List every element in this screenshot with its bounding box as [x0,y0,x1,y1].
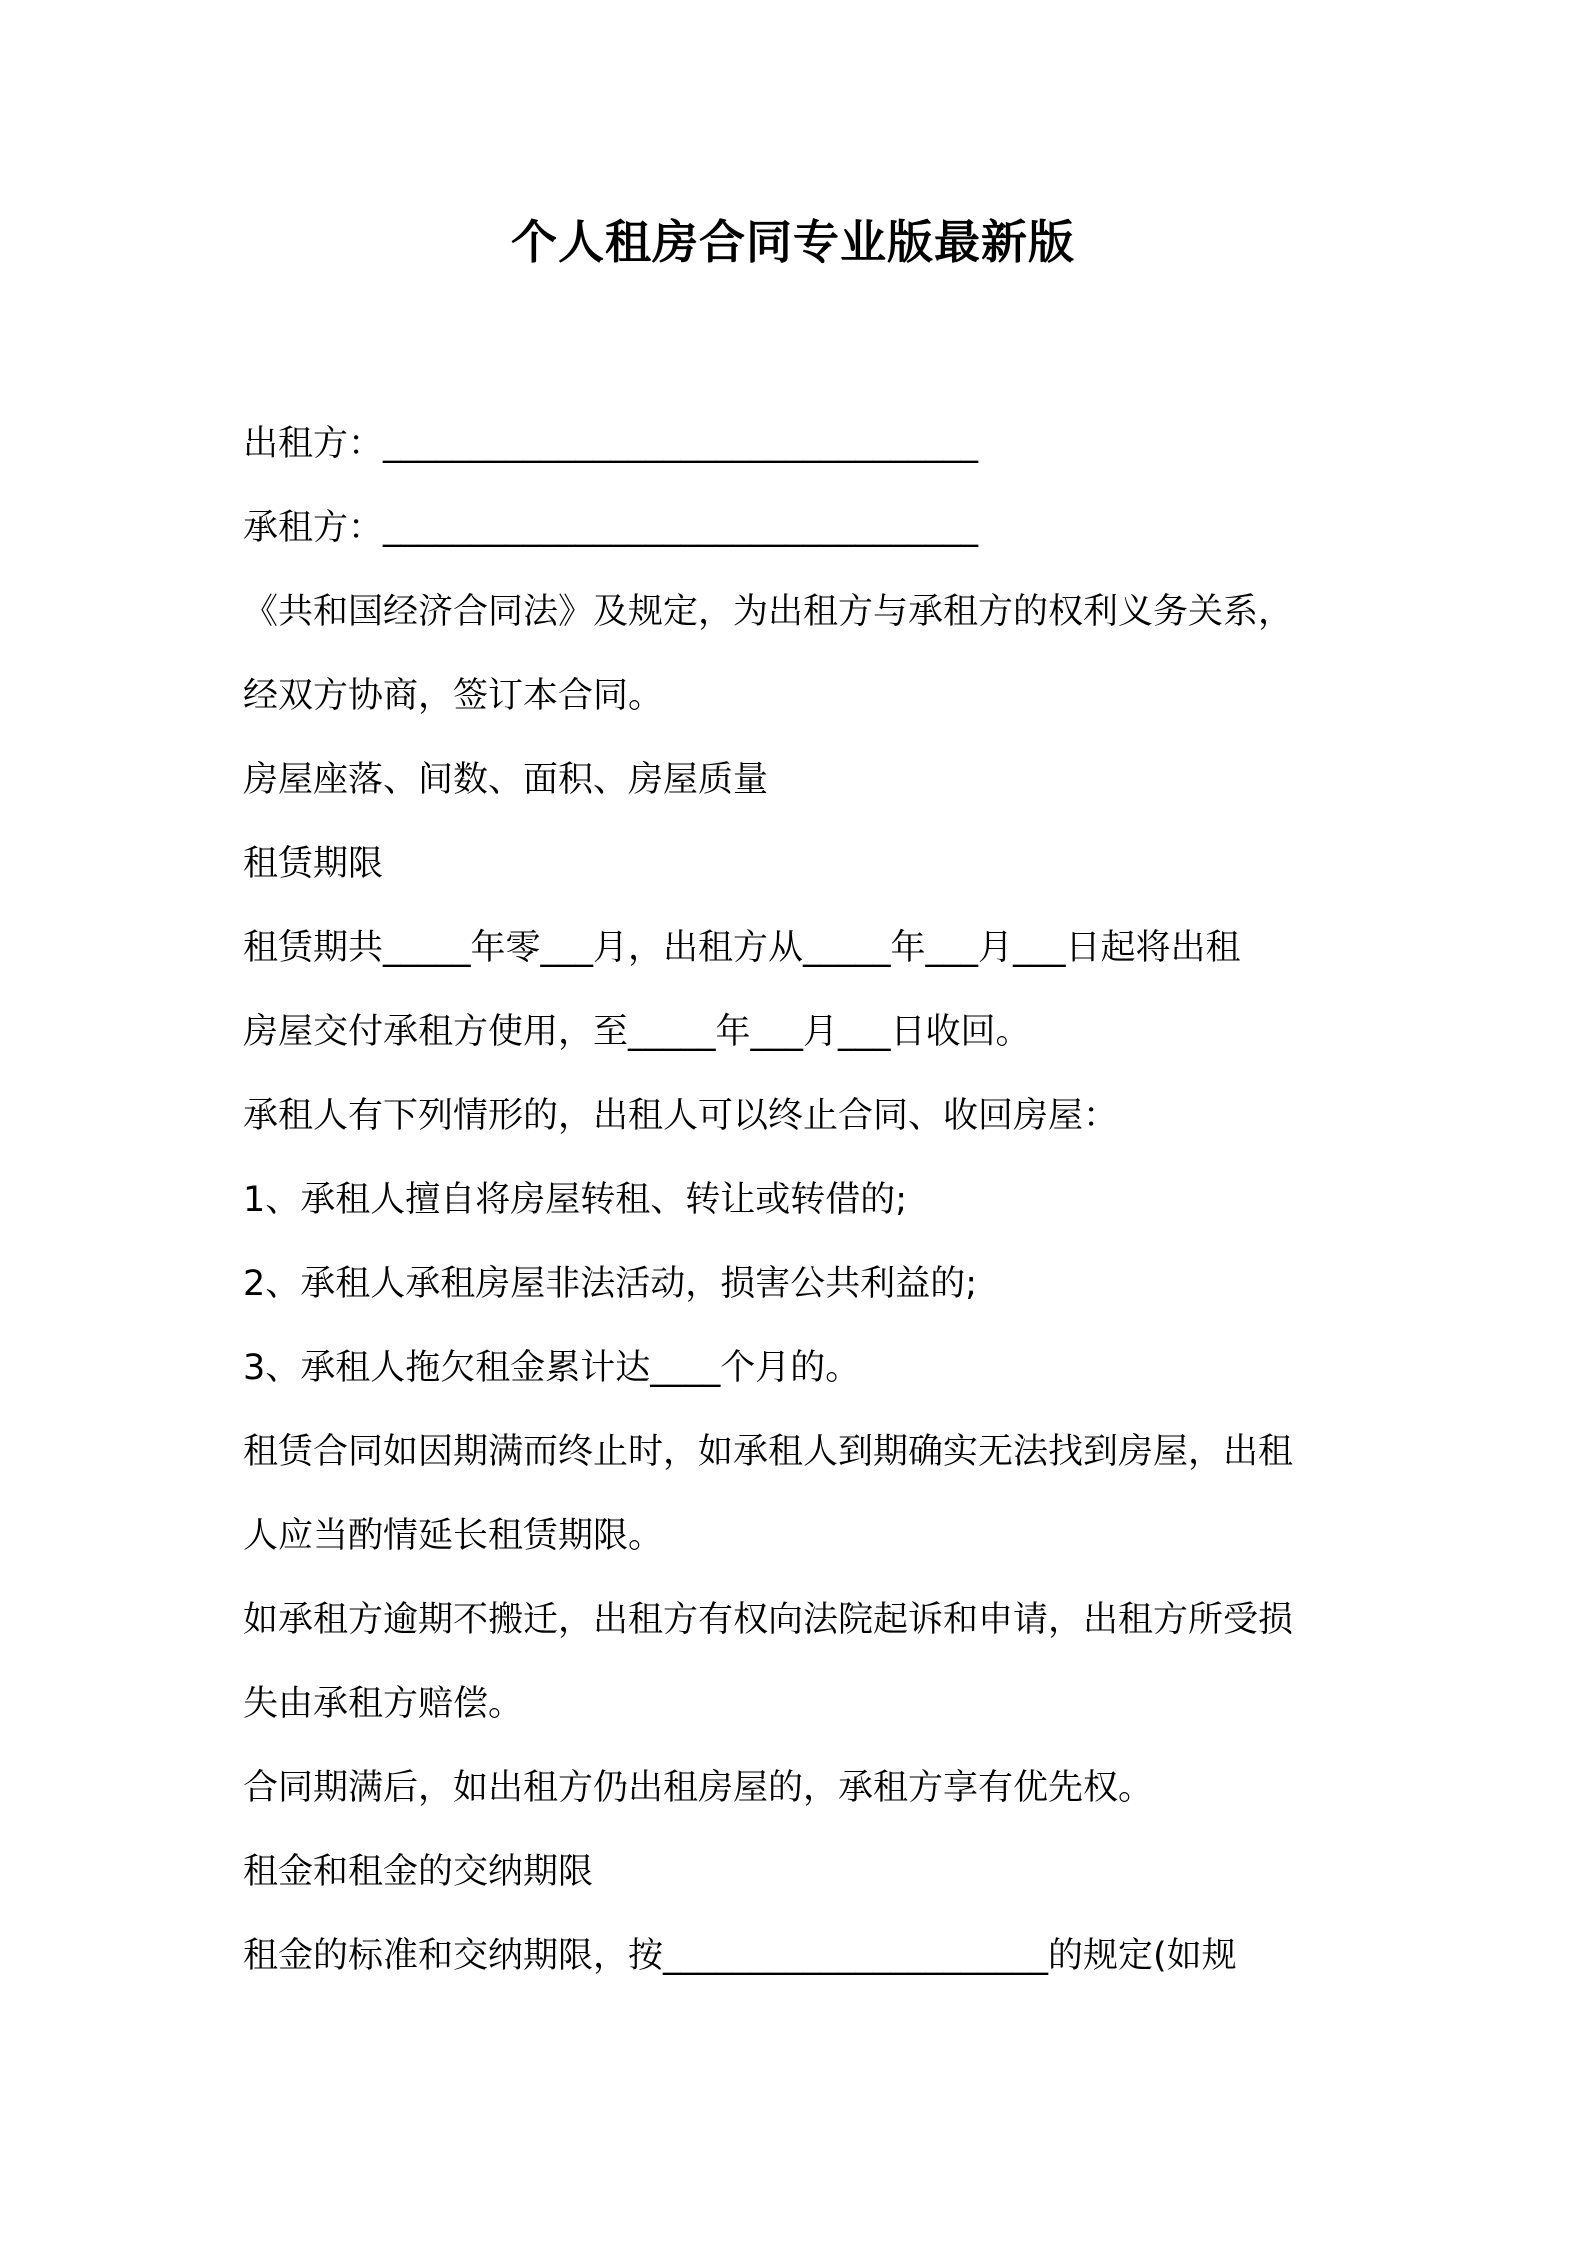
paragraph-line: 《共和国经济合同法》及规定，为出租方与承租方的权利义务关系， [243,592,1294,632]
list-item: 3、承租人拖欠租金累计达____个月的。 [243,1348,861,1388]
section-heading: 租赁期限 [243,844,384,884]
paragraph-line: 租金的标准和交纳期限，按______________________的规定(如规 [243,1936,1237,1976]
section-heading: 租金和租金的交纳期限 [243,1852,594,1892]
paragraph-line: 房屋交付承租方使用，至_____年___月___日收回。 [243,1012,1031,1052]
document-body [243,410,1363,2006]
paragraph-line: 合同期满后，如出租方仍出租房屋的，承租方享有优先权。 [243,1768,1154,1808]
paragraph-line: 租赁期共_____年零___月，出租方从_____年___月___日起将出租 [243,928,1241,968]
paragraph-line: 经双方协商，签订本合同。 [243,676,664,716]
paragraph-line: 承租人有下列情形的，出租人可以终止合同、收回房屋： [243,1096,1119,1136]
paragraph-line: 如承租方逾期不搬迁，出租方有权向法院起诉和申请，出租方所受损 [243,1600,1294,1640]
lessor-line: 出租方：__________________________________ [243,424,979,464]
section-heading: 房屋座落、间数、面积、房屋质量 [243,760,769,800]
document-title: 个人租房合同专业版最新版 [511,215,1075,269]
paragraph-line: 人应当酌情延长租赁期限。 [243,1516,664,1556]
lessee-line: 承租方：__________________________________ [243,508,979,548]
list-item: 2、承租人承租房屋非法活动，损害公共利益的; [243,1264,978,1304]
paragraph-line: 失由承租方赔偿。 [243,1684,524,1724]
list-item: 1、承租人擅自将房屋转租、转让或转借的; [243,1180,908,1220]
paragraph-line: 租赁合同如因期满而终止时，如承租人到期确实无法找到房屋，出租 [243,1432,1294,1472]
